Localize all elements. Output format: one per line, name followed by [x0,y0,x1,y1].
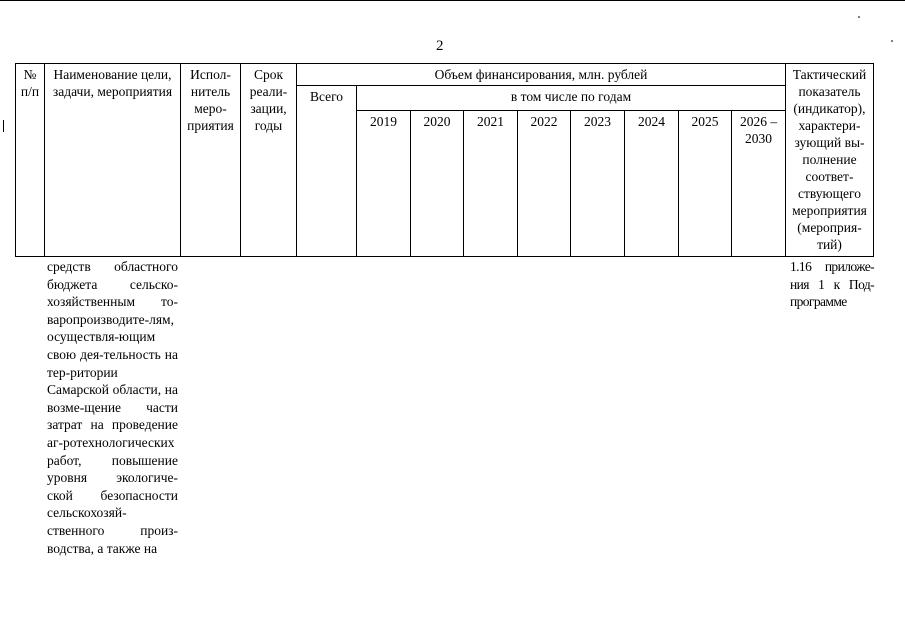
top-border-line [0,0,905,1]
name-continuation-text: средств областного бюджета сельско-хозяйственным то-варопроизводите-лям, осуществля-ющим свою дея-тельность на тер-ритории Самарской области, на возме-щение части затрат на проведение аг-ротехнологических работ, повышение уровня экологиче-ской безопасности сельскохозяй-ственного произ-водства, а также на [47,259,178,556]
page-number: 2 [436,38,444,54]
header-finance: Объем финансирования, млн. рублей [297,64,786,86]
left-margin-mark [3,120,4,132]
header-num: № п/п [16,64,45,257]
year-2021: 2021 [464,111,518,257]
scan-speck [891,40,893,42]
scan-speck [858,16,860,18]
header-term: Срок реали-зации, годы [241,64,297,257]
indicator-continuation-text: 1.16 приложе-ния 1 к Под-программе [790,259,874,310]
year-2024: 2024 [625,111,679,257]
header-name: Наименование цели, задачи, мероприятия [45,64,181,257]
year-2020: 2020 [411,111,464,257]
year-2022: 2022 [518,111,571,257]
year-2026-2030: 2026 – 2030 [732,111,786,257]
year-2023: 2023 [571,111,625,257]
header-by-years: в том числе по годам [357,86,786,111]
header-indicator: Тактический показатель (индикатор), характери-зующий вы-полнение соответ-ствующего мероприятия (мероприя-тий) [786,64,874,257]
header-executor: Испол-нитель меро-приятия [181,64,241,257]
financing-table [15,63,874,257]
year-2019: 2019 [357,111,411,257]
header-total: Всего [297,86,357,257]
year-2025: 2025 [679,111,732,257]
